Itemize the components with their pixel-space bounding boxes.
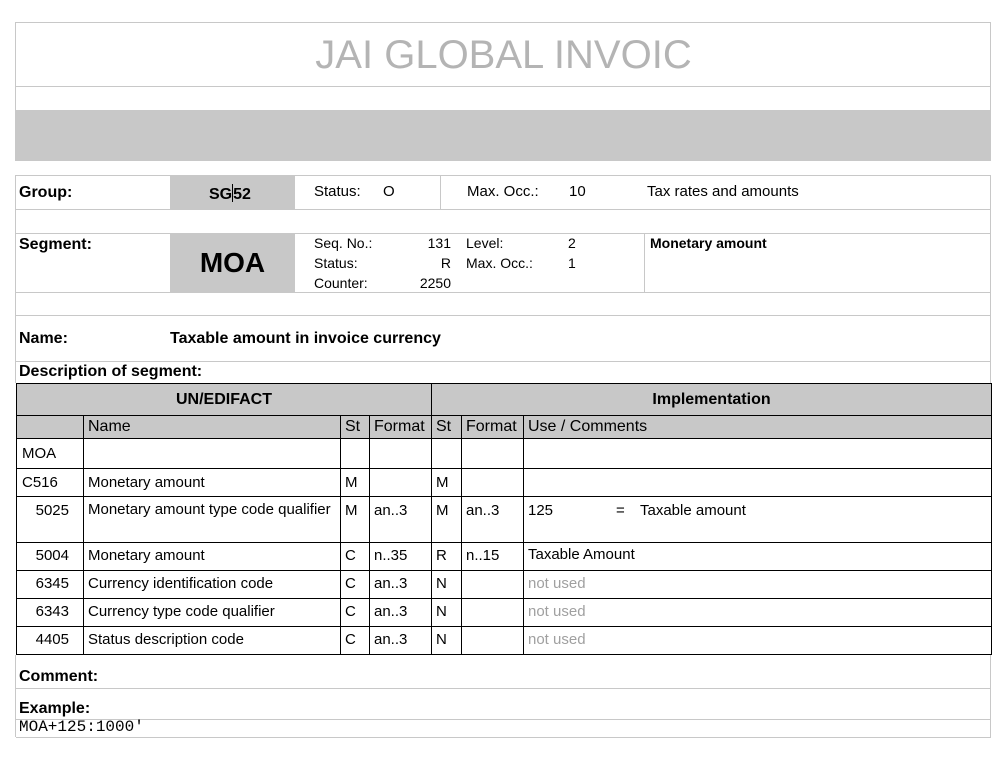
cell-format: an..3 [370,627,432,655]
cell-impl-format: an..3 [462,497,524,543]
table-head-implementation: Implementation [432,384,992,416]
cell-name: Status description code [84,627,341,655]
cell-impl-format [462,439,524,469]
segment-level-value: 2 [568,235,576,251]
cell-st [341,439,370,469]
col-use-comments: Use / Comments [524,416,992,439]
group-id-prefix: SG [209,186,233,203]
cell-impl-format [462,627,524,655]
col-st: St [341,416,370,439]
cell-name: Monetary amount [84,543,341,571]
cell-code: MOA [17,439,84,469]
cell-use: not used [524,599,992,627]
use-description: Taxable amount [640,502,746,519]
col-format: Format [370,416,432,439]
group-maxocc-label: Max. Occ.: [467,183,539,200]
cell-format: an..3 [370,497,432,543]
table-row [17,439,992,469]
table-row [17,469,992,497]
table-row [17,571,992,599]
cell-impl-st: M [432,497,462,543]
group-id [209,184,251,204]
group-id-box [170,176,295,209]
cell-code: 6345 [17,571,84,599]
table-row [17,543,992,571]
use-code: 125 [528,502,554,519]
cell-impl-st: R [432,543,462,571]
segment-status-label: Status: [314,255,358,271]
cell-code: 4405 [17,627,84,655]
example-label: Example: [19,700,91,717]
segment-seq-value: 131 [427,235,451,251]
segment-counter-label: Counter: [314,275,368,291]
table-row [17,599,992,627]
cell-code: 5004 [17,543,84,571]
segment-table [16,383,992,655]
cell-code: 6343 [17,599,84,627]
cell-name: Currency identification code [84,571,341,599]
segment-maxocc-value: 1 [568,255,576,271]
group-id-suffix: 52 [233,186,251,203]
cell-st: M [341,497,370,543]
name-label: Name: [19,330,68,347]
cell-use: not used [524,627,992,655]
cell-impl-st: N [432,571,462,599]
col-name: Name [84,416,341,439]
cell-name: Currency type code qualifier [84,599,341,627]
segment-level-label: Level: [466,235,504,251]
table-row [17,497,992,543]
cell-impl-st: N [432,599,462,627]
comment-label: Comment: [19,668,99,685]
cell-code: C516 [17,469,84,497]
group-status-label: Status: [314,183,361,200]
table-head-unedifact: UN/EDIFACT [17,384,432,416]
cell-st: C [341,543,370,571]
name-value: Taxable amount in invoice currency [170,330,441,347]
segment-description: Monetary amount [650,235,767,251]
cell-st: C [341,627,370,655]
cell-format [370,469,432,497]
group-description: Tax rates and amounts [647,183,799,200]
cell-impl-st: N [432,627,462,655]
cell-format [370,439,432,469]
description-label: Description of segment: [19,363,203,380]
col-impl-format: Format [462,416,524,439]
cell-use [524,497,992,543]
group-status-value: O [383,183,395,200]
cell-impl-format [462,571,524,599]
table-row [17,627,992,655]
use-equals: = [616,502,625,519]
segment-maxocc-label: Max. Occ.: [466,255,533,271]
cell-code: 5025 [17,497,84,543]
cell-impl-format [462,599,524,627]
segment-seq-label: Seq. No.: [314,235,373,251]
header-band [16,111,991,161]
col-code [17,416,84,439]
col-impl-st: St [432,416,462,439]
cell-name: Monetary amount type code qualifier [84,497,341,543]
segment-status-value: R [440,255,451,271]
cell-impl-st: M [432,469,462,497]
cell-impl-format: n..15 [462,543,524,571]
cell-name: Monetary amount [84,469,341,497]
cell-st: M [341,469,370,497]
cell-use: Taxable Amount [524,543,992,571]
cell-format: n..35 [370,543,432,571]
cell-use: not used [524,571,992,599]
cell-use [524,469,992,497]
cell-use [524,439,992,469]
document-title: JAI GLOBAL INVOIC [315,33,692,77]
cell-format: an..3 [370,599,432,627]
segment-tag: MOA [170,234,295,292]
cell-impl-format [462,469,524,497]
segment-label: Segment: [19,236,92,253]
group-label: Group: [19,184,73,201]
cell-name [84,439,341,469]
group-maxocc-value: 10 [569,183,586,200]
cell-st: C [341,571,370,599]
example-value: MOA+125:1000' [19,718,144,736]
cell-impl-st [432,439,462,469]
segment-counter-value: 2250 [419,275,451,291]
cell-format: an..3 [370,571,432,599]
cell-st: C [341,599,370,627]
